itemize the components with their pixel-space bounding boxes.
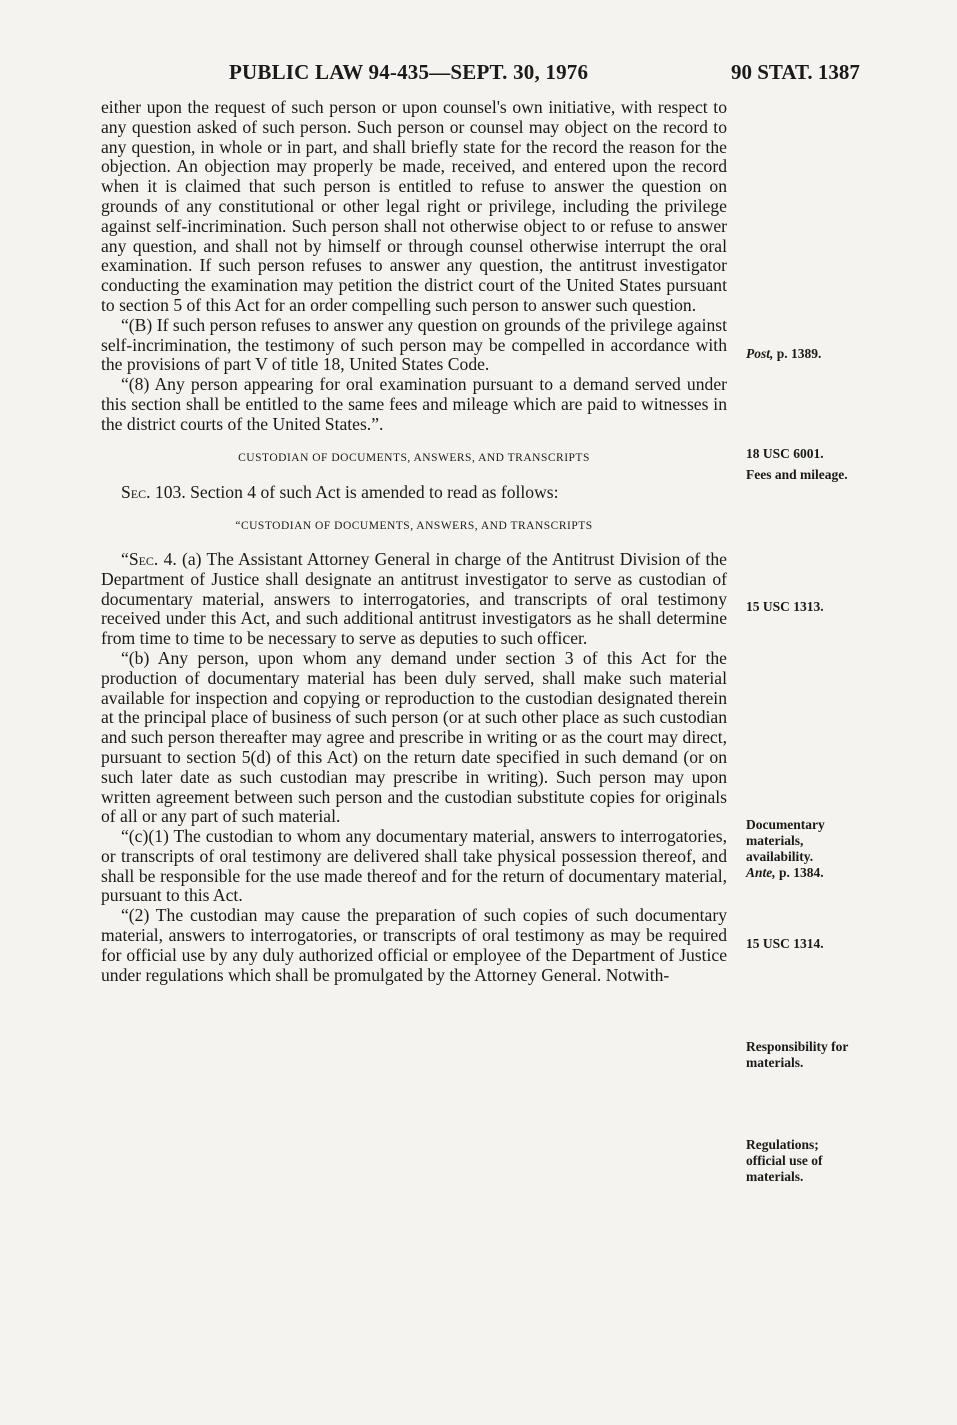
- paragraph-4c1: “(c)(1) The custodian to whom any documentary material, answers to interrogatories, or transcripts of oral testimony are delivered shall take physical possession thereof, and shall be responsible for the use made thereof and for the return of documentary material, pursuant to this Act.: [101, 826, 727, 906]
- paragraph-7b: “(B) If such person refuses to answer any question on grounds of the privilege against self-incrimination, the testimony of such person may be compelled in accordance with the provisions of part V of title 18, United States Code.: [101, 314, 727, 375]
- margin-note-15-usc-1313: 15 USC 1313.: [746, 599, 824, 614]
- main-text-column: [101, 98, 727, 985]
- margin-note-line: Documentary: [746, 817, 825, 832]
- margin-note-regulations: [746, 1137, 823, 1185]
- margin-note-responsibility: [746, 1039, 848, 1071]
- margin-note-post-reference: [746, 346, 821, 362]
- margin-note-18-usc-6001: 18 USC 6001.: [746, 446, 824, 461]
- section-103: [101, 483, 727, 503]
- section-103-text: 103. Section 4 of such Act is amended to read as follows:: [150, 482, 559, 503]
- running-header-page-number: 90 STAT. 1387: [731, 60, 860, 84]
- margin-note-line: Responsibility for: [746, 1039, 849, 1054]
- margin-note-post-italic: Post,: [746, 346, 774, 361]
- section-label: Sec.: [128, 548, 159, 569]
- margin-note-post-page: p. 1389.: [773, 346, 822, 361]
- section-4a: [101, 550, 727, 649]
- section-label: Sec.: [121, 482, 151, 503]
- margin-note-ante-page: p. 1384.: [775, 865, 824, 880]
- section-4a-text: 4. (a) The Assistant Attorney General in charge of the Antitrust Division of the Department of Justice shall designate an antitrust investigator to serve as custodian of documentary material, answers to interrogatories, and transcripts of oral testimony received under this Act, and such additional antitrust investigators as he shall determine from time to time to be necessary to serve as deputies to such officer.: [101, 548, 727, 649]
- paragraph-8: “(8) Any person appearing for oral examination pursuant to a demand served under this section shall be entitled to the same fees and mileage which are paid to witnesses in the district courts of the United States.”.: [101, 374, 727, 434]
- margin-note-line: materials.: [746, 1169, 804, 1184]
- open-quote: “: [121, 548, 129, 569]
- margin-note-line: materials.: [746, 1055, 804, 1070]
- paragraph-4c2: “(2) The custodian may cause the preparation of such copies of such documentary material, answers to interrogatories, or transcripts of oral testimony as may be required for official use by any duly authorized official or employee of the Department of Justice under regulations which shall be promulgated by the Attorney General. Notwith-: [101, 905, 727, 985]
- margin-note-line: availability.: [746, 849, 814, 864]
- section-heading-custodian: CUSTODIAN OF DOCUMENTS, ANSWERS, AND TRANSCRIPTS: [238, 451, 590, 464]
- margin-note-documentary-materials: [746, 817, 825, 881]
- running-header-title: PUBLIC LAW 94-435—SEPT. 30, 1976: [229, 60, 589, 84]
- margin-note-15-usc-1314: 15 USC 1314.: [746, 936, 824, 951]
- margin-note-line: Regulations;: [746, 1137, 819, 1152]
- paragraph-4b: “(b) Any person, upon whom any demand under section 3 of this Act for the production of documentary material has been duly served, shall make such material available for inspection and copying or reproduction to the custodian designated therein at the principal place of business of such person (or at such other place as such custodian and such person thereafter may agree and prescribe in writing or as the court may direct, pursuant to section 5(d) of this Act) on the return date specified in such demand (or on such later date as such custodian may prescribe in writing). Such person may upon written agreement between such person and the custodian substitute copies for originals of all or any part of such material.: [101, 647, 727, 827]
- margin-note-line: materials,: [746, 833, 804, 848]
- paragraph-continuation: either upon the request of such person or upon counsel's own initiative, with respect to any question asked of such person. Such person or counsel may object on the record to any question, in whole or in part, and shall briefly state for the record the reason for the objection. An objection may properly be made, received, and entered upon the record when it is claimed that such person is entitled to refuse to answer the question on grounds of any constitutional or other legal right or privilege, including the privilege against self-incrimination. Such person shall not otherwise object to or refuse to answer any question, and shall not by himself or through counsel otherwise interrupt the oral examination. If such person refuses to answer any question, the antitrust investigator conducting the examination may petition the district court of the United States pursuant to section 5 of this Act for an order compelling such person to answer such question.: [101, 97, 727, 315]
- margin-note-ante-italic: Ante,: [746, 865, 776, 880]
- margin-note-fees-mileage: Fees and mileage.: [746, 467, 848, 482]
- section-heading-custodian-quoted: “CUSTODIAN OF DOCUMENTS, ANSWERS, AND TRANSCRIPTS: [235, 520, 593, 533]
- margin-note-line: official use of: [746, 1153, 823, 1168]
